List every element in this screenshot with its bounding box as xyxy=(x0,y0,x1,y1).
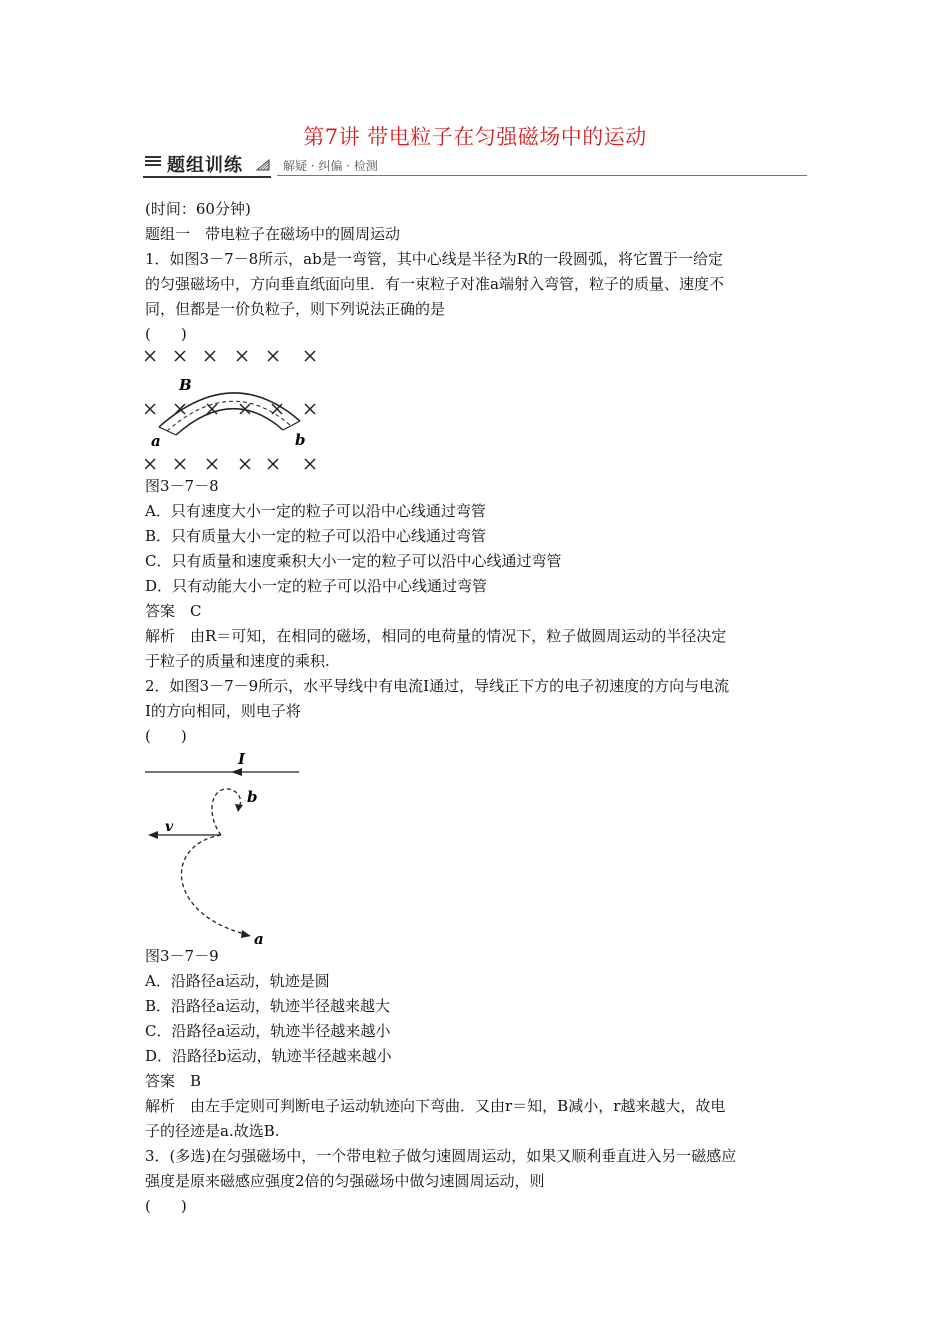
q1-answer-paren: ( ) xyxy=(145,325,187,343)
label-b: b xyxy=(295,431,306,449)
label-b: b xyxy=(247,788,258,806)
q2-line: I的方向相同，则电子将 xyxy=(145,702,301,720)
velocity-arrow-icon xyxy=(148,831,158,839)
q3-line: 3．(多选)在匀强磁场中，一个带电粒子做匀速圆周运动，如果又顺利垂直进入另一磁感应 xyxy=(145,1147,737,1165)
label-a: a xyxy=(151,432,161,450)
q3-line: 强度是原来磁感应强度2倍的匀强磁场中做匀速圆周运动，则 xyxy=(145,1172,545,1190)
q2-answer-paren: ( ) xyxy=(145,727,187,745)
path-b-arrow-icon xyxy=(235,804,243,812)
option-B: B．沿路径a运动，轨迹半径越来越大 xyxy=(145,997,390,1015)
answer: 答案 C xyxy=(145,602,202,620)
q1-line: 的匀强磁场中，方向垂直纸面向里．有一束粒子对准a端射入弯管，粒子的质量、速度不 xyxy=(145,275,724,293)
triangle-icon xyxy=(255,158,271,172)
banner-head xyxy=(143,150,271,177)
document-body xyxy=(145,197,807,1219)
analysis: 子的径迹是a.故选B. xyxy=(145,1122,280,1140)
banner-underline xyxy=(143,176,271,178)
option-D: D．只有动能大小一定的粒子可以沿中心线通过弯管 xyxy=(145,577,488,595)
option-D: D．沿路径b运动，轨迹半径越来越小 xyxy=(145,1047,392,1065)
label-v: v xyxy=(165,819,174,835)
path-a-arrow-icon xyxy=(241,930,251,938)
group-heading: 题组一 带电粒子在磁场中的圆周运动 xyxy=(145,225,401,243)
answer: 答案 B xyxy=(145,1072,202,1090)
q3-answer-paren: ( ) xyxy=(145,1197,187,1215)
analysis: 解析 由R＝可知，在相同的磁场，相同的电荷量的情况下，粒子做圆周运动的半径决定 xyxy=(145,627,727,645)
path-a xyxy=(181,835,245,934)
option-C: C．只有质量和速度乘积大小一定的粒子可以沿中心线通过弯管 xyxy=(145,552,562,570)
label-I: I xyxy=(238,750,246,768)
current-arrow-icon xyxy=(231,768,242,776)
time-limit: (时间：60分钟) xyxy=(145,200,251,218)
q2-line: 2．如图3－7－9所示，水平导线中有电流I通过，导线正下方的电子初速度的方向与电流 xyxy=(145,677,730,695)
option-A: A．只有速度大小一定的粒子可以沿中心线通过弯管 xyxy=(145,502,486,520)
analysis: 解析 由左手定则可判断电子运动轨迹向下弯曲．又由r＝知，B减小，r越来越大，故电 xyxy=(145,1097,726,1115)
field-cross-marks xyxy=(145,351,315,469)
option-A: A．沿路径a运动，轨迹是圆 xyxy=(145,972,330,990)
figure-3-7-9 xyxy=(145,749,345,944)
option-C: C．沿路径a运动，轨迹半径越来越小 xyxy=(145,1022,391,1040)
analysis: 于粒子的质量和速度的乘积. xyxy=(145,652,330,670)
banner-subtitle: 解疑 · 纠偏 · 检测 xyxy=(283,159,378,173)
label-B: B xyxy=(179,376,192,394)
path-b xyxy=(212,789,240,835)
section-banner xyxy=(143,150,807,180)
option-B: B．只有质量大小一定的粒子可以沿中心线通过弯管 xyxy=(145,527,487,545)
q1-line: 同，但都是一价负粒子，则下列说法正确的是 xyxy=(145,300,446,318)
q1-line: 1．如图3－7－8所示，ab是一弯管，其中心线是半径为R的一段圆弧，将它置于一给定 xyxy=(145,250,724,268)
page-title: 第7讲 带电粒子在匀强磁场中的运动 xyxy=(303,125,647,149)
stripes-icon xyxy=(145,156,161,170)
figure-3-7-8 xyxy=(145,347,345,474)
figure-caption: 图3－7－9 xyxy=(145,947,219,965)
figure-caption: 图3－7－8 xyxy=(145,477,219,495)
label-a: a xyxy=(254,930,264,944)
banner-rule xyxy=(277,175,807,176)
banner-label: 题组训练 xyxy=(167,155,243,176)
